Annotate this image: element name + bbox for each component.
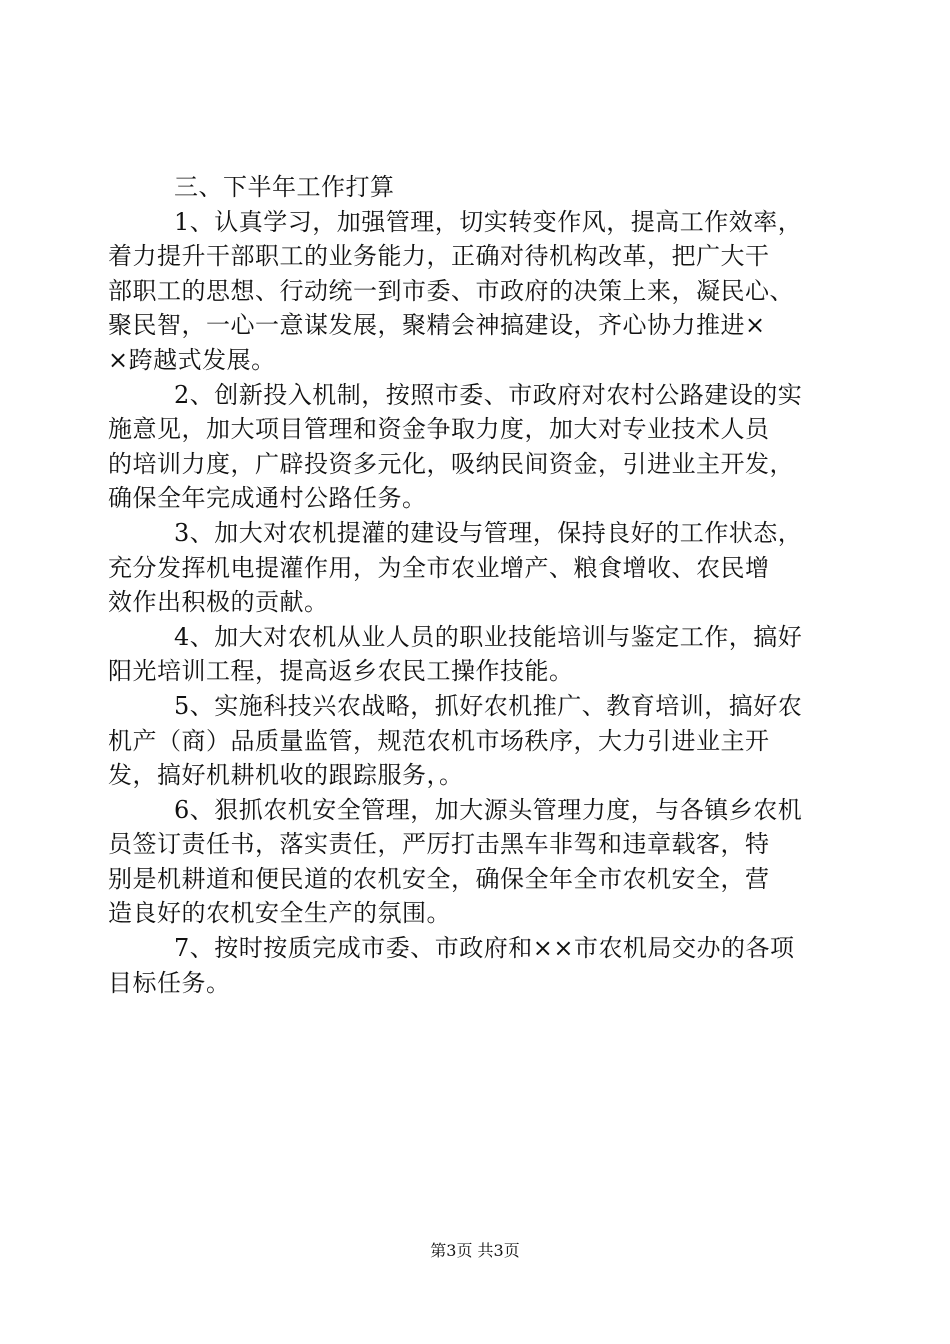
paragraph-item-4 bbox=[108, 620, 838, 689]
text-line: 效作出积极的贡献。 bbox=[108, 588, 329, 617]
paragraph-item-3 bbox=[108, 516, 838, 620]
text-line: 的培训力度，广辟投资多元化，吸纳民间资金，引进业主开发， bbox=[108, 449, 794, 478]
text-line: 充分发挥机电提灌作用，为全市农业增产、粮食增收、农民增 bbox=[108, 553, 770, 582]
text-line: 7、按时按质完成市委、市政府和××市农机局交办的各项 bbox=[174, 934, 795, 963]
text-line: 4、加大对农机从业人员的职业技能培训与鉴定工作，搞好 bbox=[174, 622, 803, 651]
text-line: 员签订责任书，落实责任，严厉打击黑车非驾和违章载客，特 bbox=[108, 830, 770, 859]
text-line: 施意见，加大项目管理和资金争取力度，加大对专业技术人员 bbox=[108, 415, 770, 444]
text-line: ×跨越式发展。 bbox=[108, 345, 276, 374]
text-line: 1、认真学习，加强管理，切实转变作风，提高工作效率， bbox=[174, 207, 803, 236]
section-heading bbox=[108, 170, 838, 205]
paragraph-item-1 bbox=[108, 205, 838, 378]
paragraph-item-6 bbox=[108, 793, 838, 931]
text-line: 6、狠抓农机安全管理，加大源头管理力度，与各镇乡农机 bbox=[174, 795, 803, 824]
text-line: 2、创新投入机制，按照市委、市政府对农村公路建设的实 bbox=[174, 380, 803, 409]
text-line: 5、实施科技兴农战略，抓好农机推广、教育培训，搞好农 bbox=[174, 691, 803, 720]
text-line: 确保全年完成通村公路任务。 bbox=[108, 484, 427, 513]
text-line: 发，搞好机耕机收的跟踪服务，。 bbox=[108, 761, 464, 790]
text-line: 3、加大对农机提灌的建设与管理，保持良好的工作状态， bbox=[174, 518, 803, 547]
document-body bbox=[108, 170, 838, 1000]
page-number-footer: 第3页 共3页 bbox=[430, 1241, 520, 1260]
text-line: 阳光培训工程，提高返乡农民工操作技能。 bbox=[108, 657, 574, 686]
text-line: 部职工的思想、行动统一到市委、市政府的决策上来，凝民心、 bbox=[108, 276, 794, 305]
text-line: 造良好的农机安全生产的氛围。 bbox=[108, 899, 451, 928]
text-line: 聚民智，一心一意谋发展，聚精会神搞建设，齐心协力推进× bbox=[108, 311, 766, 340]
paragraph-item-5 bbox=[108, 689, 838, 793]
text-line: 着力提升干部职工的业务能力，正确对待机构改革，把广大干 bbox=[108, 242, 770, 271]
text-line: 别是机耕道和便民道的农机安全，确保全年全市农机安全，营 bbox=[108, 864, 770, 893]
paragraph-item-7 bbox=[108, 931, 838, 1000]
text-line: 机产（商）品质量监管，规范农机市场秩序，大力引进业主开 bbox=[108, 726, 770, 755]
text-line: 目标任务。 bbox=[108, 968, 231, 997]
text-line: 三、下半年工作打算 bbox=[174, 173, 395, 201]
paragraph-item-2 bbox=[108, 378, 838, 516]
